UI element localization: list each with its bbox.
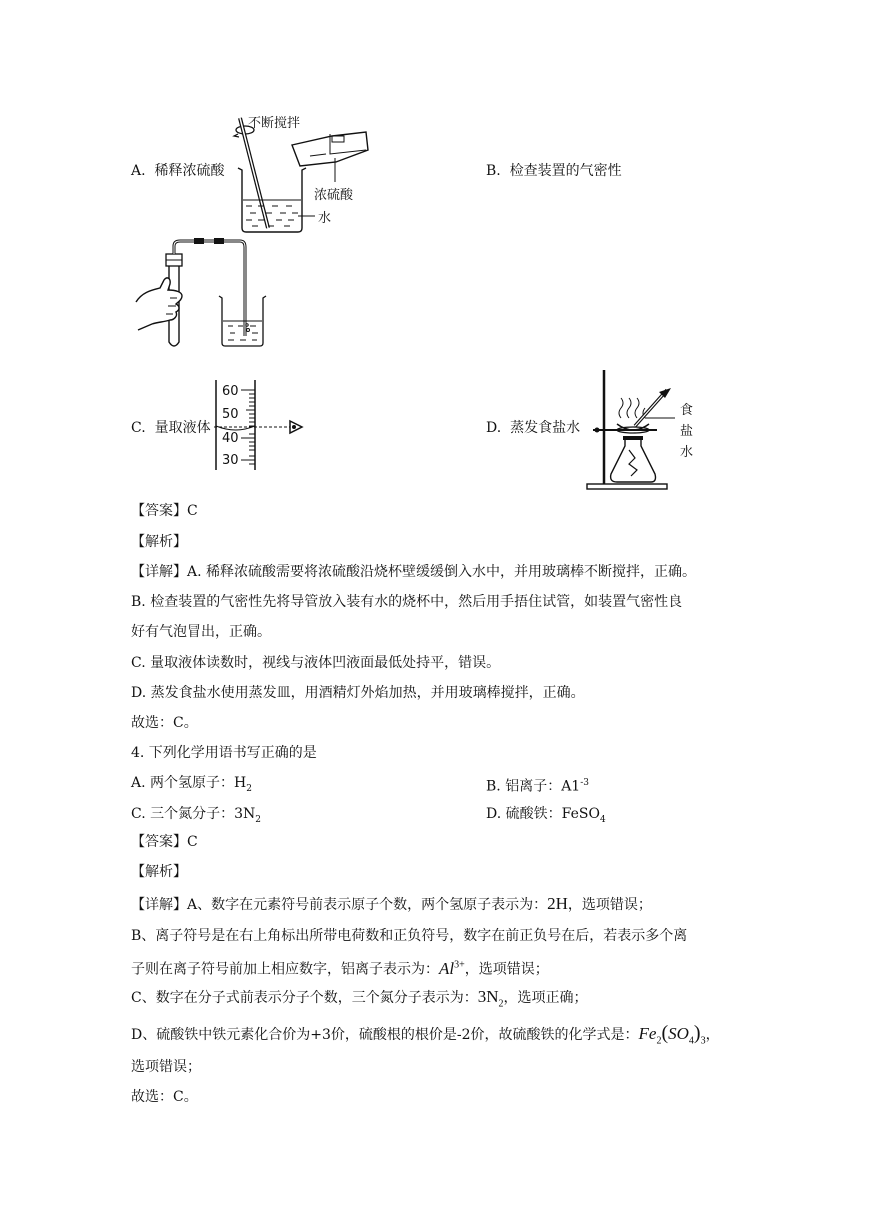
q3-detail-line-3: 好有气泡冒出，正确。 bbox=[131, 624, 271, 640]
q4-detail-b-line-1: B、离子符号是在右上角标出所带电荷数和正负符号，数字在前正负号在后，若表示多个离 bbox=[131, 928, 688, 944]
q4-answer: 【答案】C bbox=[131, 834, 198, 850]
figure-airtightness bbox=[130, 218, 270, 352]
salt-label-1: 食 bbox=[680, 403, 694, 418]
option-a-label: A. 稀释浓硫酸 bbox=[131, 163, 225, 179]
water-label: 水 bbox=[318, 211, 332, 226]
tick-60: 60 bbox=[222, 384, 239, 399]
q4-stem: 4. 下列化学用语书写正确的是 bbox=[131, 745, 317, 761]
q3-answer: 【答案】C bbox=[131, 503, 198, 519]
q3-detail-line-4: C. 量取液体读数时，视线与液体凹液面最低处持平，错误。 bbox=[131, 655, 501, 671]
salt-label-2: 盐 bbox=[680, 424, 694, 439]
q3-conclusion: 故选：C。 bbox=[131, 715, 198, 731]
stir-label: 不断搅拌 bbox=[248, 116, 301, 131]
q3-detail-line-1: 【详解】A. 稀释浓硫酸需要将浓硫酸沿烧杯壁缓缓倒入水中，并用玻璃棒不断搅拌，正确。 bbox=[131, 564, 697, 580]
tick-50: 50 bbox=[222, 407, 239, 422]
tick-30: 30 bbox=[222, 453, 239, 468]
q4-detail-c: C、数字在分子式前表示分子个数，三个氮分子表示为：$3N_2$，选项正确； bbox=[131, 987, 588, 1010]
q4-analysis-heading: 【解析】 bbox=[131, 864, 187, 880]
q4-detail-d-line-1: D、硫酸铁中铁元素化合价为+3价，硫酸根的根价是-2价，故硫酸铁的化学式是：$Fe_2(SO_4)_3$， bbox=[131, 1022, 720, 1047]
q4-conclusion: 故选：C。 bbox=[131, 1089, 198, 1105]
q4-option-d: D. 硫酸铁：FeSO$_4$ bbox=[486, 806, 606, 825]
q4-detail-a: 【详解】A、数字在元素符号前表示原子个数，两个氢原子表示为：2H，选项错误； bbox=[131, 894, 652, 913]
figure-dilute-acid bbox=[232, 110, 392, 235]
q4-option-c: C. 三个氮分子：$3N_2$ bbox=[131, 806, 262, 825]
figure-cylinder bbox=[210, 378, 310, 474]
q4-detail-d-line-2: 选项错误； bbox=[131, 1059, 201, 1075]
tick-40: 40 bbox=[222, 431, 239, 446]
q4-detail-b-line-2: 子则在离子符号前加上相应数字，铝离子表示为：$Al^{3+}$，选项错误； bbox=[131, 958, 549, 978]
q4-option-b: B. 铝离子：$A1^{-3}$ bbox=[486, 778, 589, 795]
salt-label-3: 水 bbox=[680, 445, 694, 460]
q3-detail-line-5: D. 蒸发食盐水使用蒸发皿，用酒精灯外焰加热，并用玻璃棒搅拌，正确。 bbox=[131, 685, 585, 701]
option-c-label: C. 量取液体 bbox=[131, 420, 211, 436]
option-b-label: B. 检查装置的气密性 bbox=[486, 163, 622, 179]
q4-option-a: A. 两个氢原子：$H_2$ bbox=[131, 775, 252, 794]
option-d-label: D. 蒸发食盐水 bbox=[486, 420, 581, 436]
acid-label: 浓硫酸 bbox=[314, 188, 354, 203]
q3-detail-line-2: B. 检查装置的气密性先将导管放入装有水的烧杯中，然后用手捂住试管，如装置气密性良 bbox=[131, 594, 683, 610]
figure-evaporation bbox=[585, 366, 710, 492]
q3-analysis-heading: 【解析】 bbox=[131, 534, 187, 550]
